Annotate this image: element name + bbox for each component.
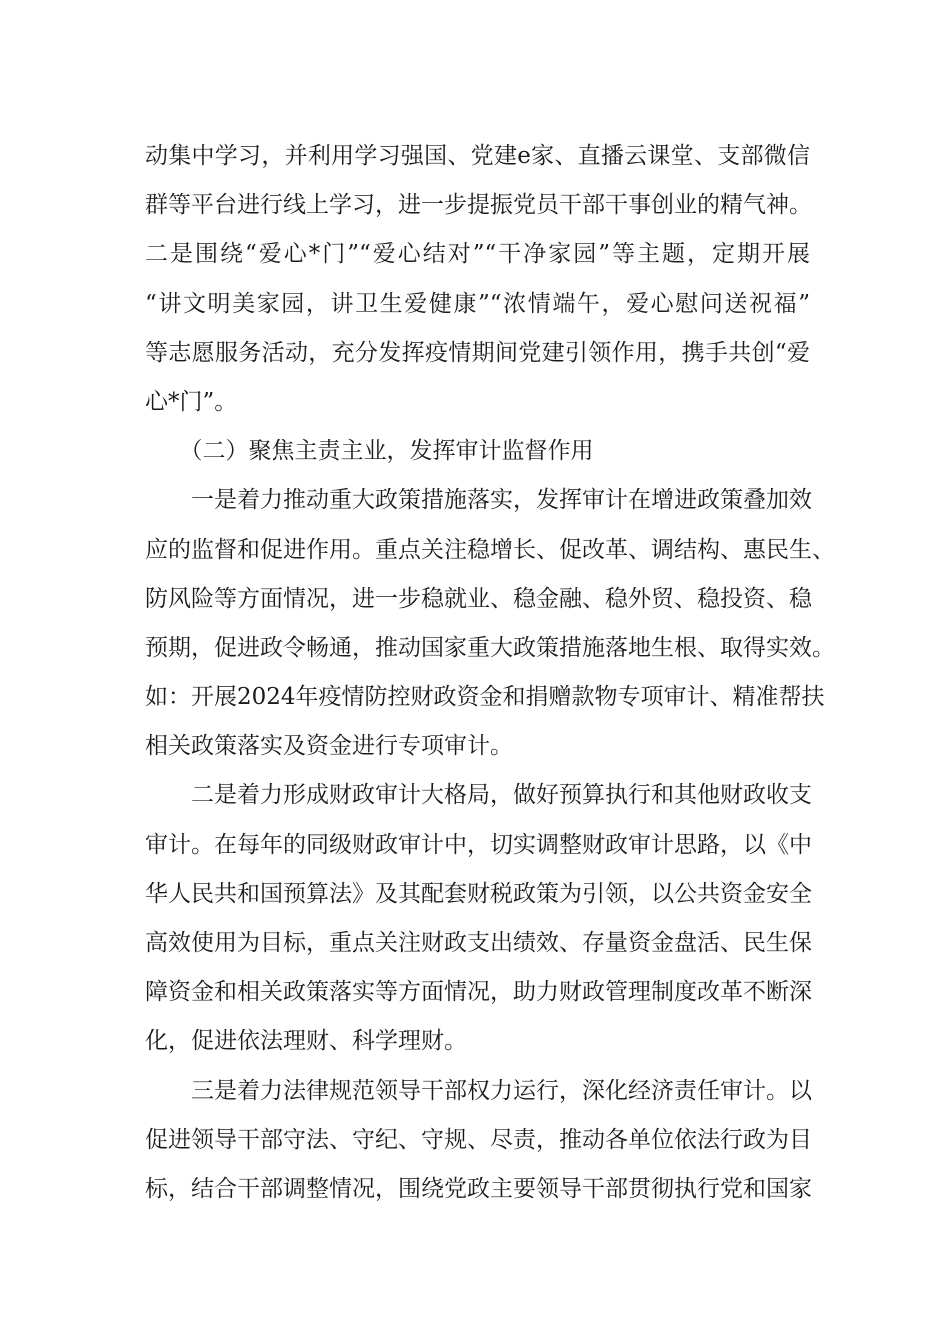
text-line: 高效使用为目标，重点关注财政支出绩效、存量资金盘活、民生保 [145,930,812,956]
text-line: 心*门”。 [145,388,238,415]
text-line: 应的监督和促进作用。重点关注稳增长、促改革、调结构、惠民生、 [145,536,835,563]
text-line: 化，促进依法理财、科学理财。 [145,1028,467,1055]
section-heading: （二）聚焦主责主业，发挥审计监督作用 [145,438,594,465]
text-line: 审计。在每年的同级财政审计中，切实调整财政审计思路，以《中 [145,831,812,858]
text-line: 华人民共和国预算法》及其配套财税政策为引领，以公共资金安全 [145,880,812,907]
text-line: 相关政策落实及资金进行专项审计。 [145,733,513,760]
text-line: 二是围绕“爱心*门”“爱心结对”“干净家园”等主题，定期开展 [145,241,810,268]
text-line: 促进领导干部守法、守纪、守规、尽责，推动各单位依法行政为目 [145,1126,812,1153]
text-line: “讲文明美家园，讲卫生爱健康”“浓情端午，爱心慰问送祝福” [145,290,810,317]
text-line: 三是着力法律规范领导干部权力运行，深化经济责任审计。以 [145,1077,812,1104]
body-text [145,132,835,1214]
text-line: 二是着力形成财政审计大格局，做好预算执行和其他财政收支 [145,782,812,809]
text-line: 标，结合干部调整情况，围绕党政主要领导干部贯彻执行党和国家 [145,1175,812,1202]
text-line: 群等平台进行线上学习，进一步提振党员干部干事创业的精气神。 [145,192,812,219]
text-line: 如：开展2024年疫情防控财政资金和捐赠款物专项审计、精准帮扶 [145,684,825,711]
text-line: 动集中学习，并利用学习强国、党建e家、直播云课堂、支部微信 [145,143,810,169]
text-line: 防风险等方面情况，进一步稳就业、稳金融、稳外贸、稳投资、稳 [145,585,812,612]
text-line: 障资金和相关政策落实等方面情况，助力财政管理制度改革不断深 [145,979,812,1006]
text-line: 预期，促进政令畅通，推动国家重大政策措施落地生根、取得实效。 [145,634,835,661]
text-line: 等志愿服务活动，充分发挥疫情期间党建引领作用，携手共创“爱 [145,339,810,366]
text-line: 一是着力推动重大政策措施落实，发挥审计在增进政策叠加效 [145,487,812,514]
